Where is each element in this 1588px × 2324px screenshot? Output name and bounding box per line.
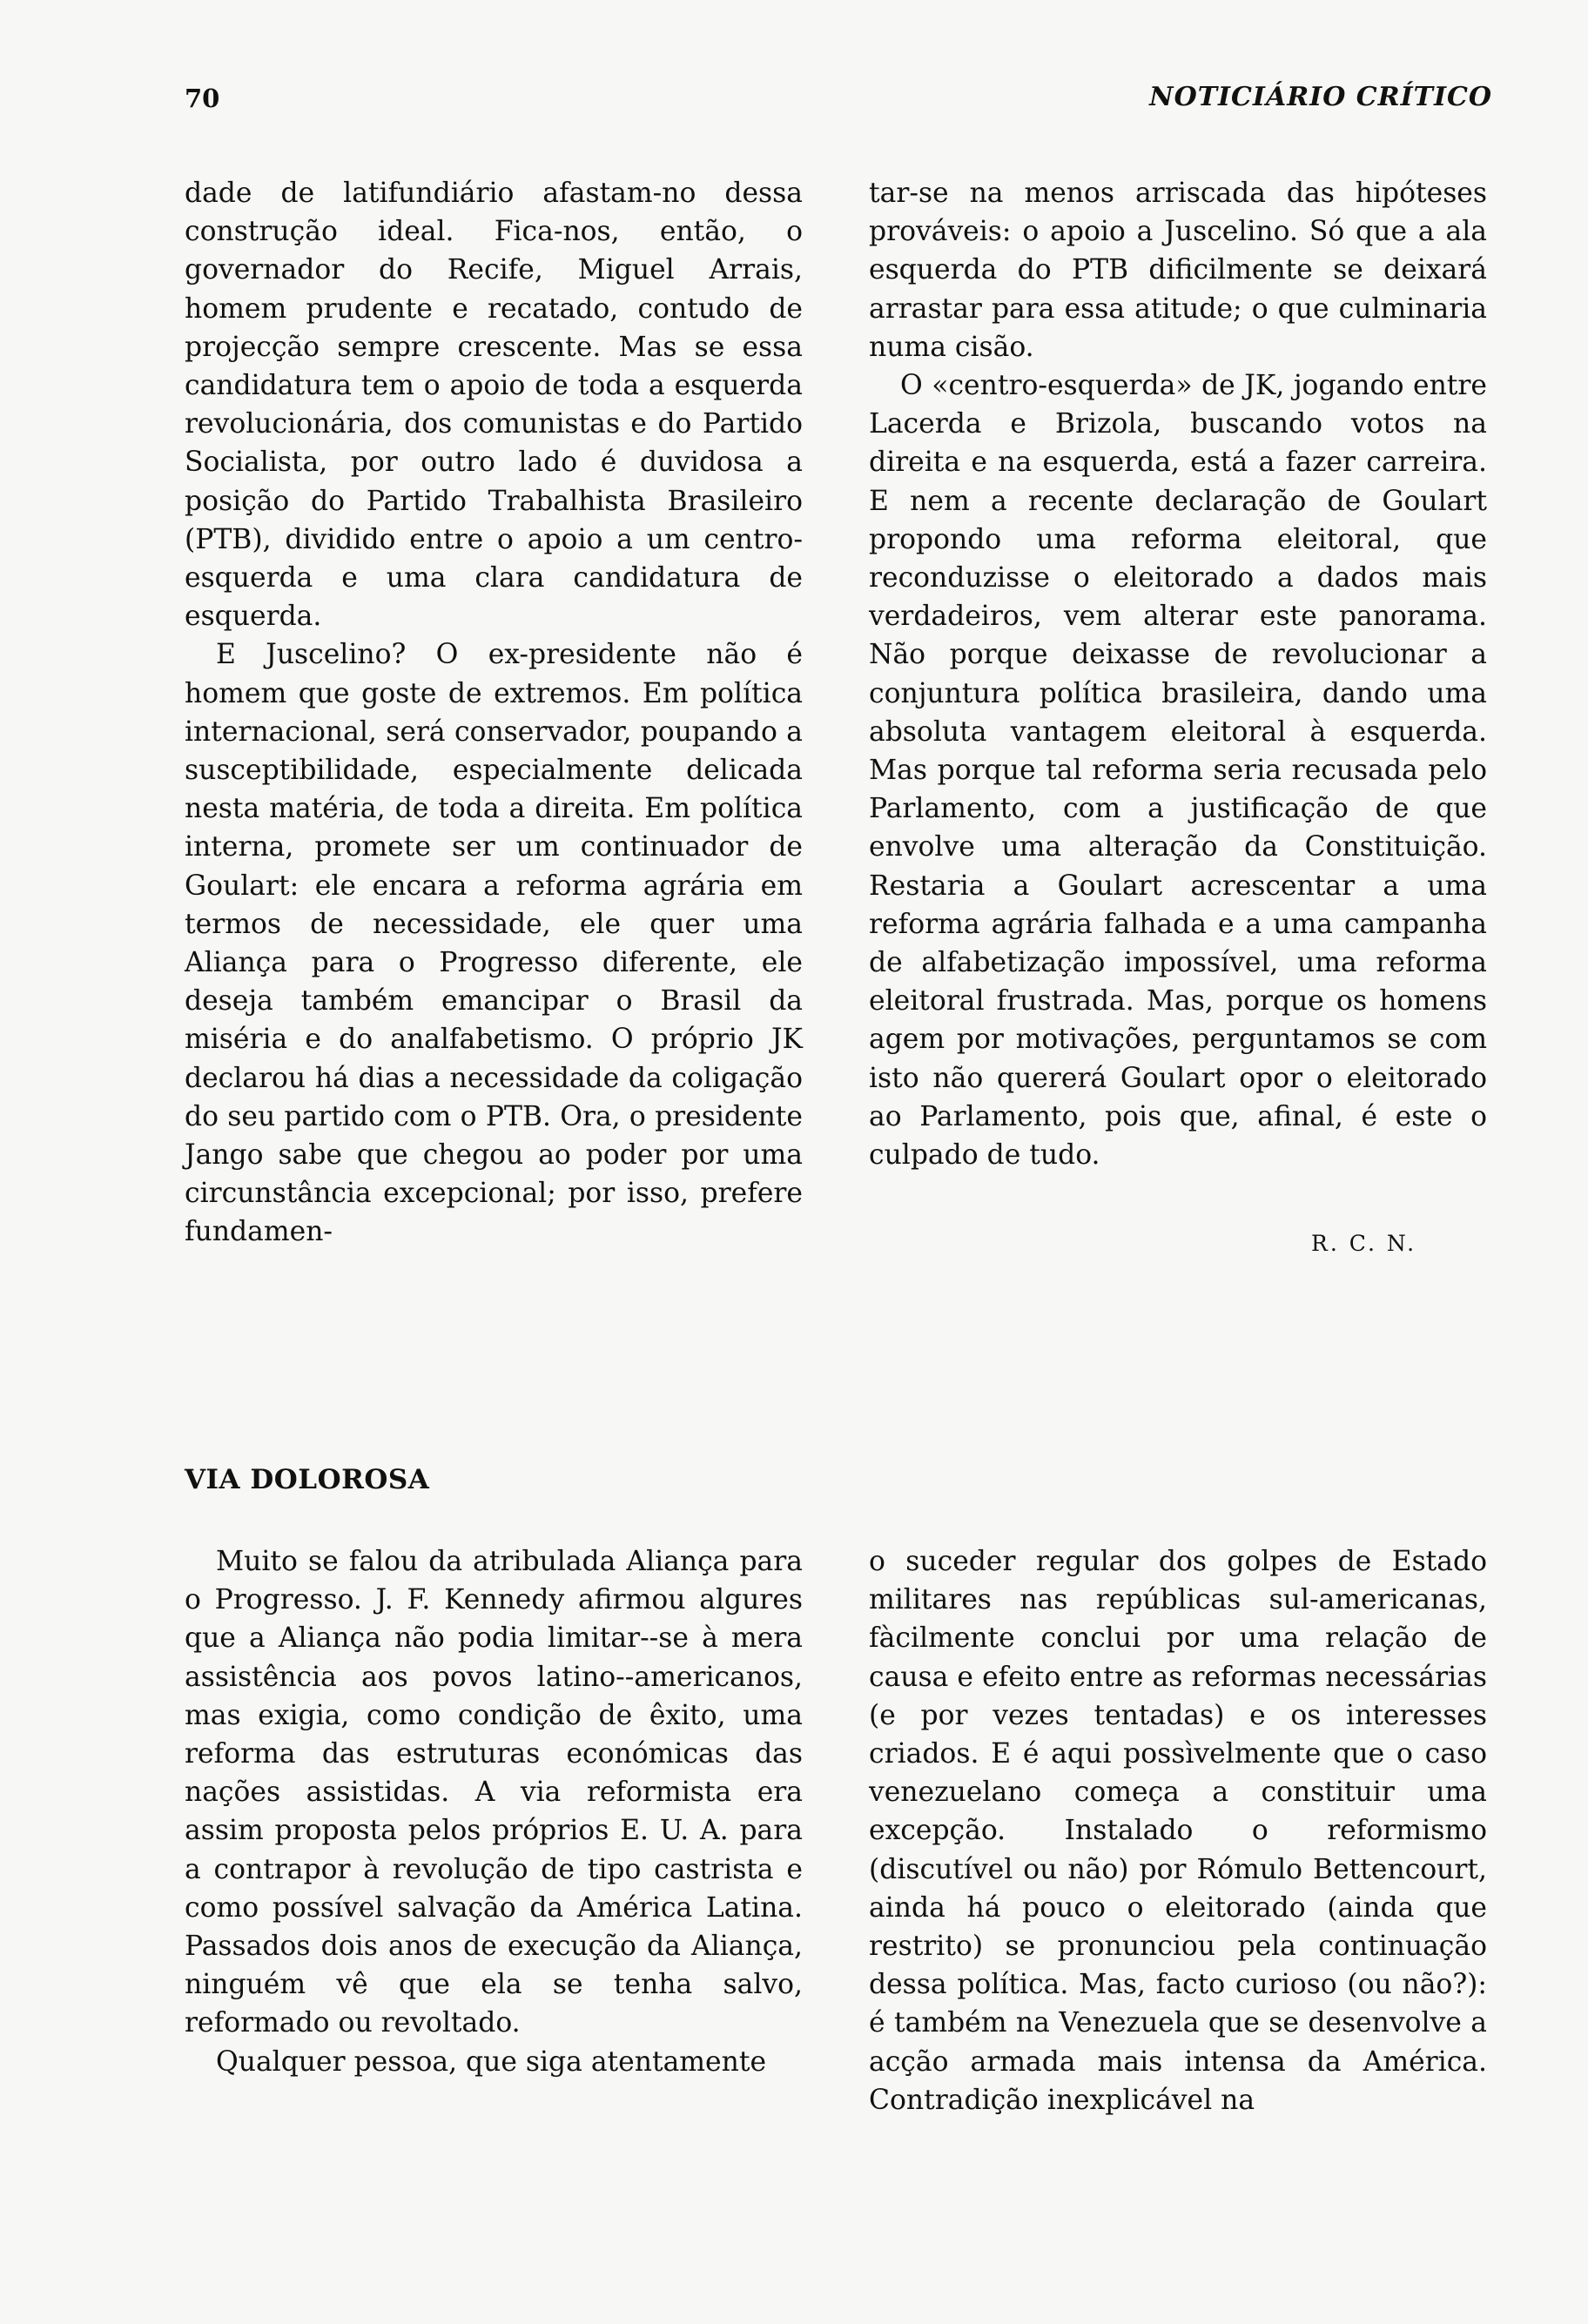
article-2-column-1 [185,1542,803,2081]
article-1-column-2 [869,174,1487,1174]
paragraph: o suceder regular dos golpes de Estado militares nas repúblicas sul-americanas, fàcilmente conclui por uma relação de causa e efeito entre as reformas necessárias (e por vezes tentadas) e os interesses criados. E é aqui possìvelmente que o caso venezuelano começa a constituir uma excepção. Instalado o reformismo (discutível ou não) por Rómulo Bettencourt, ainda há pouco o eleitorado (ainda que restrito) se pronunciou pela continuação dessa política. Mas, facto curioso (ou não?): é também na Venezuela que se desenvolve a acção armada mais intensa da América. Contradição inexplicável na [869,1546,1487,2116]
paragraph: Muito se falou da atribulada Aliança para o Progresso. J. F. Kennedy afirmou algures que a Aliança não podia limitar--se à mera assistência aos povos latino--americanos, mas exigia, como condição de êxito, uma reforma das estruturas económicas das nações assistidas. A via reformista era assim proposta pelos próprios E. U. A. para a contrapor à revolução de tipo castrista e como possível salvação da América Latina. Passados dois anos de execução da Aliança, ninguém vê que ela se tenha salvo, reformado ou revoltado. [185,1546,803,2039]
paragraph: dade de latifundiário afastam-no dessa construção ideal. Fica-nos, então, o governador do Recife, Miguel Arrais, homem prudente e recatado, contudo de projecção sempre crescente. Mas se essa candidatura tem o apoio de toda a esquerda revolucionária, dos comunistas e do Partido Socialista, por outro lado é duvidosa a posição do Partido Trabalhista Brasileiro (PTB), dividido entre o apoio a um centro-esquerda e uma clara candidatura de esquerda. [185,178,803,633]
paragraph: E Juscelino? O ex-presidente não é homem que goste de extremos. Em política internacional, será conservador, poupando a susceptibilidade, especialmente delicada nesta matéria, de toda a direita. Em política interna, promete ser um continuador de Goulart: ele encara a reforma agrária em termos de necessidade, ele quer uma Aliança para o Progresso diferente, ele deseja também emancipar o Brasil da miséria e do analfabetismo. O próprio JK declarou há dias a necessidade da coligação do seu partido com o PTB. Ora, o presidente Jango sabe que chegou ao poder por uma circunstância excepcional; por isso, prefere fundamen- [185,639,803,1248]
running-header: NOTICIÁRIO CRÍTICO [1149,82,1492,112]
section-title: VIA DOLOROSA [185,1464,430,1495]
paragraph: tar-se na menos arriscada das hipóteses prováveis: o apoio a Juscelino. Só que a ala esquerda do PTB dificilmente se deixará arrastar para essa atitude; o que culminaria numa cisão. [869,178,1487,363]
page-number: 70 [185,84,220,113]
author-initials: R. C. N. [1311,1231,1417,1256]
article-1-column-1 [185,174,803,1252]
paragraph: Qualquer pessoa, que siga atentamente [216,2045,767,2078]
paragraph: O «centro-esquerda» de JK, jogando entre Lacerda e Brizola, buscando votos na direita e na esquerda, está a fazer carreira. E nem a recente declaração de Goulart propondo uma reforma eleitoral, que reconduzisse o eleitorado a dados mais verdadeiros, vem alterar este panorama. Não porque deixasse de revolucionar a conjuntura política brasileira, dando uma absoluta vantagem eleitoral à esquerda. Mas porque tal reforma seria recusada pelo Parlamento, com a justificação de que envolve uma alteração da Constituição. Restaria a Goulart acrescentar a uma reforma agrária falhada e a uma campanha de alfabetização impossível, uma reforma eleitoral frustrada. Mas, porque os homens agem por motivações, perguntamos se com isto não quererá Goulart opor o eleitorado ao Parlamento, pois que, afinal, é este o culpado de tudo. [869,370,1487,1172]
article-2-column-2 [869,1542,1487,2119]
